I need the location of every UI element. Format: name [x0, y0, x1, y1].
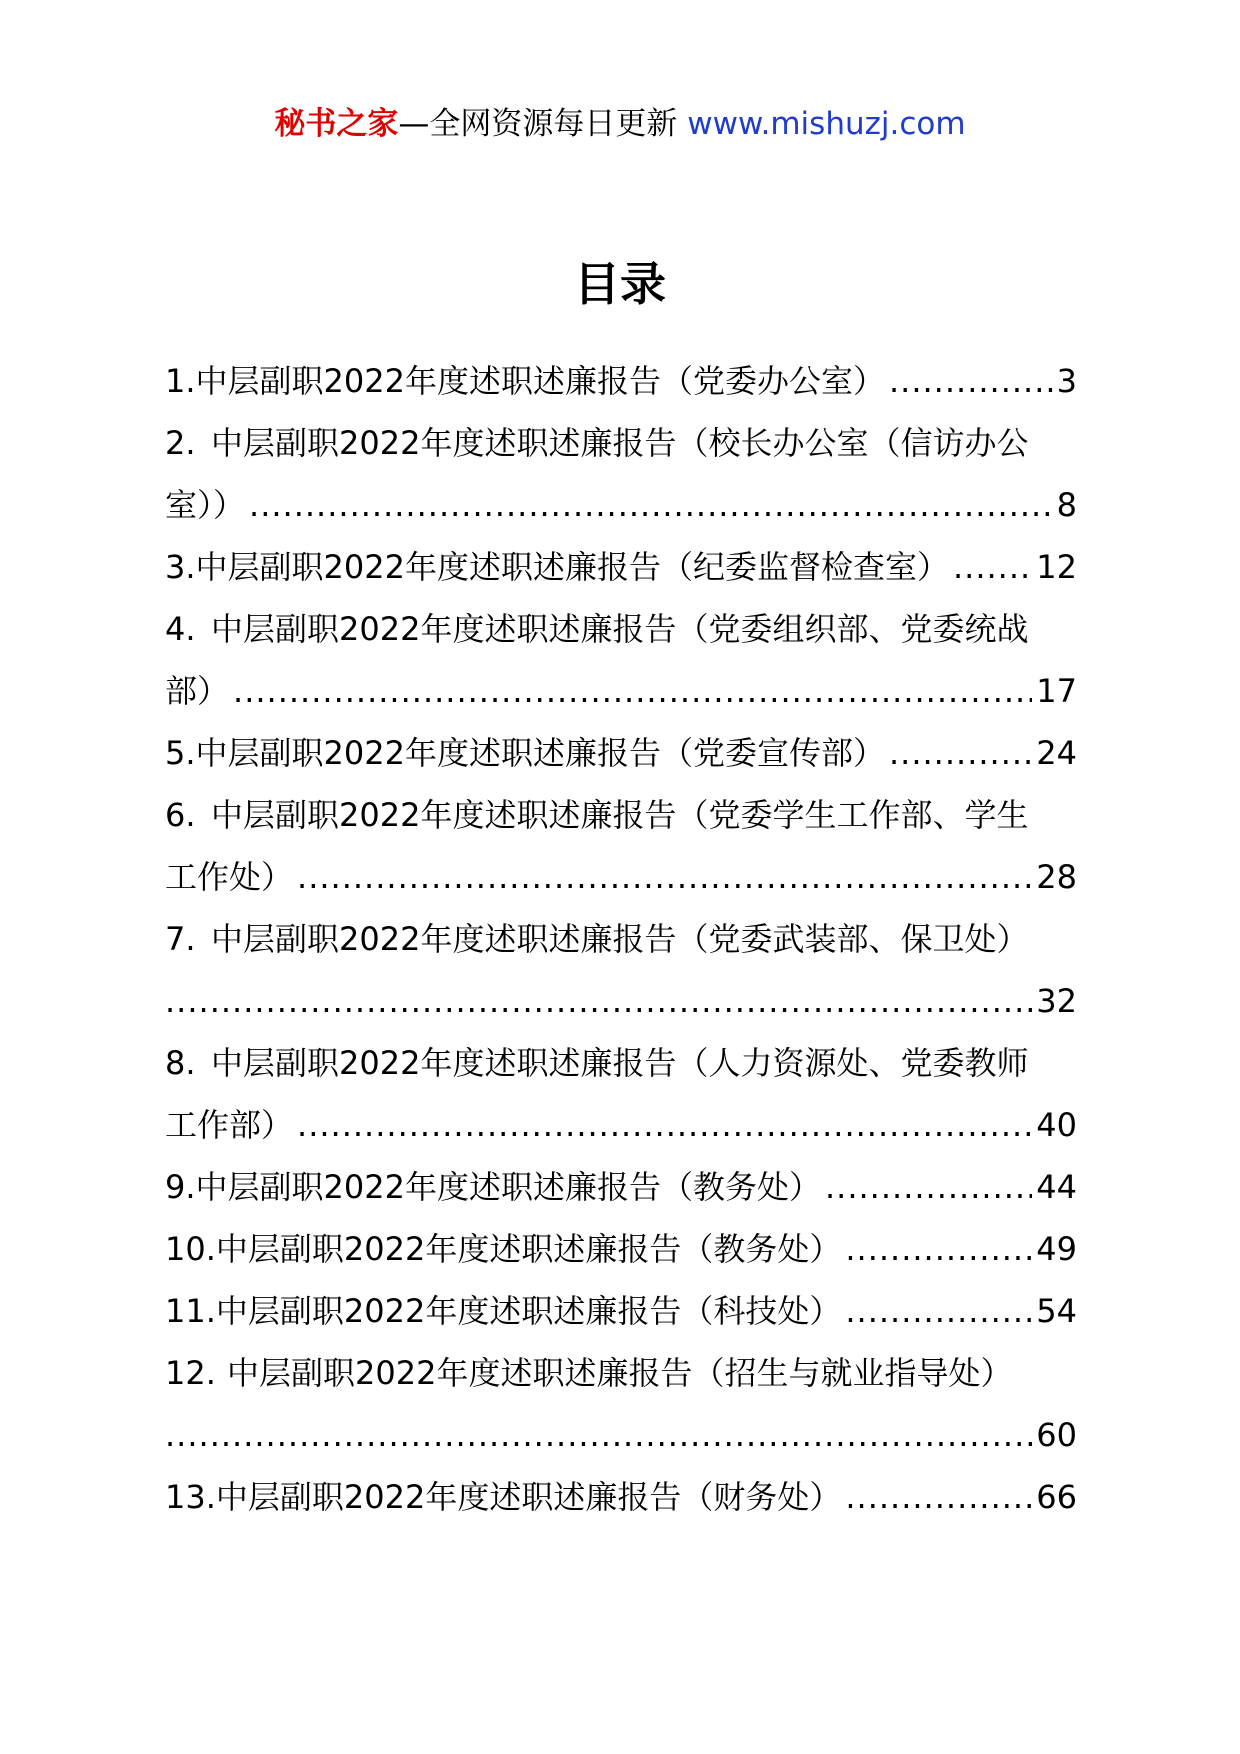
toc-entry-line	[165, 1280, 1077, 1342]
dot-leader	[825, 1156, 1032, 1218]
dot-leader	[845, 1280, 1032, 1342]
toc-entry-title: 中层副职2022年度述职述廉报告（招生与就业指导处）	[227, 1354, 1013, 1392]
toc-entry-page-number: 28	[1036, 858, 1077, 896]
toc-entry-number: 13.	[165, 1478, 216, 1516]
toc-entry[interactable]	[165, 1156, 1077, 1218]
page-header	[0, 102, 1240, 146]
toc-entry-number: 9.	[165, 1168, 196, 1206]
toc-entry-title: 工作部）	[165, 1106, 294, 1144]
toc-entry[interactable]	[165, 1466, 1077, 1528]
toc-entry-line	[165, 1404, 1077, 1466]
toc-entry[interactable]	[165, 908, 1077, 1032]
toc-entry-page-number: 24	[1036, 734, 1077, 772]
toc-entry-page-number: 8	[1056, 486, 1077, 524]
toc-entry-line	[165, 1156, 1077, 1218]
page-title: 目录	[574, 257, 666, 311]
toc-entry-line	[165, 1466, 1077, 1528]
toc-entry-number: 10.	[165, 1230, 216, 1268]
toc-entry-line	[165, 1342, 1077, 1404]
brand-name: 秘书之家	[274, 106, 399, 142]
toc-entry-title: 部）	[165, 672, 230, 710]
toc-entry[interactable]	[165, 598, 1077, 722]
dot-leader	[297, 1094, 1032, 1156]
toc-entry-line	[165, 846, 1077, 908]
toc-entry-title: 中层副职2022年度述职述廉报告（党委办公室）	[195, 362, 885, 400]
toc-entry-line	[165, 1218, 1077, 1280]
toc-entry-title: 中层副职2022年度述职述廉报告（党委学生工作部、学生	[211, 796, 1029, 834]
toc-entry-page-number: 3	[1056, 362, 1077, 400]
toc-entry-number: 11.	[165, 1292, 216, 1330]
toc-entry-line	[165, 350, 1077, 412]
toc-entry-page-number: 60	[1036, 1416, 1077, 1454]
toc-entry-number: 5.	[165, 734, 196, 772]
toc-entry-title: 中层副职2022年度述职述廉报告（纪委监督检查室）	[195, 548, 949, 586]
toc-entry-number: 7.	[165, 920, 196, 958]
toc-entry[interactable]	[165, 1342, 1077, 1466]
toc-entry-title: 中层副职2022年度述职述廉报告（教务处）	[195, 1168, 821, 1206]
toc-entry-line	[165, 598, 1077, 660]
dot-leader	[249, 474, 1053, 536]
toc-entry[interactable]	[165, 1280, 1077, 1342]
dot-leader	[889, 722, 1032, 784]
toc-entry[interactable]	[165, 1218, 1077, 1280]
toc-entry-page-number: 54	[1036, 1292, 1077, 1330]
dot-leader	[845, 1466, 1032, 1528]
toc-entry-line	[165, 474, 1077, 536]
toc-entry-number: 4.	[165, 610, 196, 648]
toc-entry-page-number: 17	[1036, 672, 1077, 710]
dot-leader	[165, 1404, 1032, 1466]
toc-entry-page-number: 32	[1036, 982, 1077, 1020]
toc-entry[interactable]	[165, 784, 1077, 908]
toc-entry-number: 3.	[165, 548, 196, 586]
toc-entry-title: 工作处）	[165, 858, 294, 896]
toc-entry-line	[165, 536, 1077, 598]
toc-entry-title: 室））	[165, 486, 246, 524]
toc-entry-page-number: 66	[1036, 1478, 1077, 1516]
toc-entry-page-number: 12	[1036, 548, 1077, 586]
toc-entry-line	[165, 412, 1077, 474]
dot-leader	[297, 846, 1032, 908]
toc-entry[interactable]	[165, 1032, 1077, 1156]
header-tagline: —全网资源每日更新	[398, 106, 678, 142]
toc-entry-title: 中层副职2022年度述职述廉报告（教务处）	[215, 1230, 842, 1268]
dot-leader	[889, 350, 1053, 412]
table-of-contents	[165, 350, 1077, 1528]
toc-entry-line	[165, 970, 1077, 1032]
toc-entry-number: 8.	[165, 1044, 196, 1082]
toc-entry-number: 2.	[165, 424, 196, 462]
dot-leader	[953, 536, 1032, 598]
toc-entry[interactable]	[165, 412, 1077, 536]
toc-entry-page-number: 49	[1036, 1230, 1077, 1268]
toc-entry-title: 中层副职2022年度述职述廉报告（财务处）	[215, 1478, 842, 1516]
website-link[interactable]: www.mishuzj.com	[687, 106, 966, 142]
toc-entry-line	[165, 1032, 1077, 1094]
dot-leader	[165, 970, 1032, 1032]
toc-entry-title: 中层副职2022年度述职述廉报告（校长办公室（信访办公	[211, 424, 1029, 462]
toc-entry-line	[165, 660, 1077, 722]
toc-entry[interactable]	[165, 536, 1077, 598]
toc-entry-title: 中层副职2022年度述职述廉报告（人力资源处、党委教师	[211, 1044, 1029, 1082]
toc-entry-page-number: 40	[1036, 1106, 1077, 1144]
toc-entry-number: 6.	[165, 796, 196, 834]
toc-entry-line	[165, 908, 1077, 970]
toc-entry-line	[165, 722, 1077, 784]
toc-entry-page-number: 44	[1036, 1168, 1077, 1206]
toc-entry-line	[165, 784, 1077, 846]
toc-entry-title: 中层副职2022年度述职述廉报告（科技处）	[215, 1292, 842, 1330]
toc-entry[interactable]	[165, 722, 1077, 784]
toc-entry-title: 中层副职2022年度述职述廉报告（党委武装部、保卫处）	[211, 920, 1029, 958]
toc-entry[interactable]	[165, 350, 1077, 412]
toc-entry-line	[165, 1094, 1077, 1156]
toc-entry-title: 中层副职2022年度述职述廉报告（党委宣传部）	[195, 734, 885, 772]
toc-entry-number: 12.	[165, 1354, 216, 1392]
toc-entry-number: 1.	[165, 362, 196, 400]
dot-leader	[233, 660, 1032, 722]
toc-entry-title: 中层副职2022年度述职述廉报告（党委组织部、党委统战	[211, 610, 1029, 648]
dot-leader	[845, 1218, 1032, 1280]
